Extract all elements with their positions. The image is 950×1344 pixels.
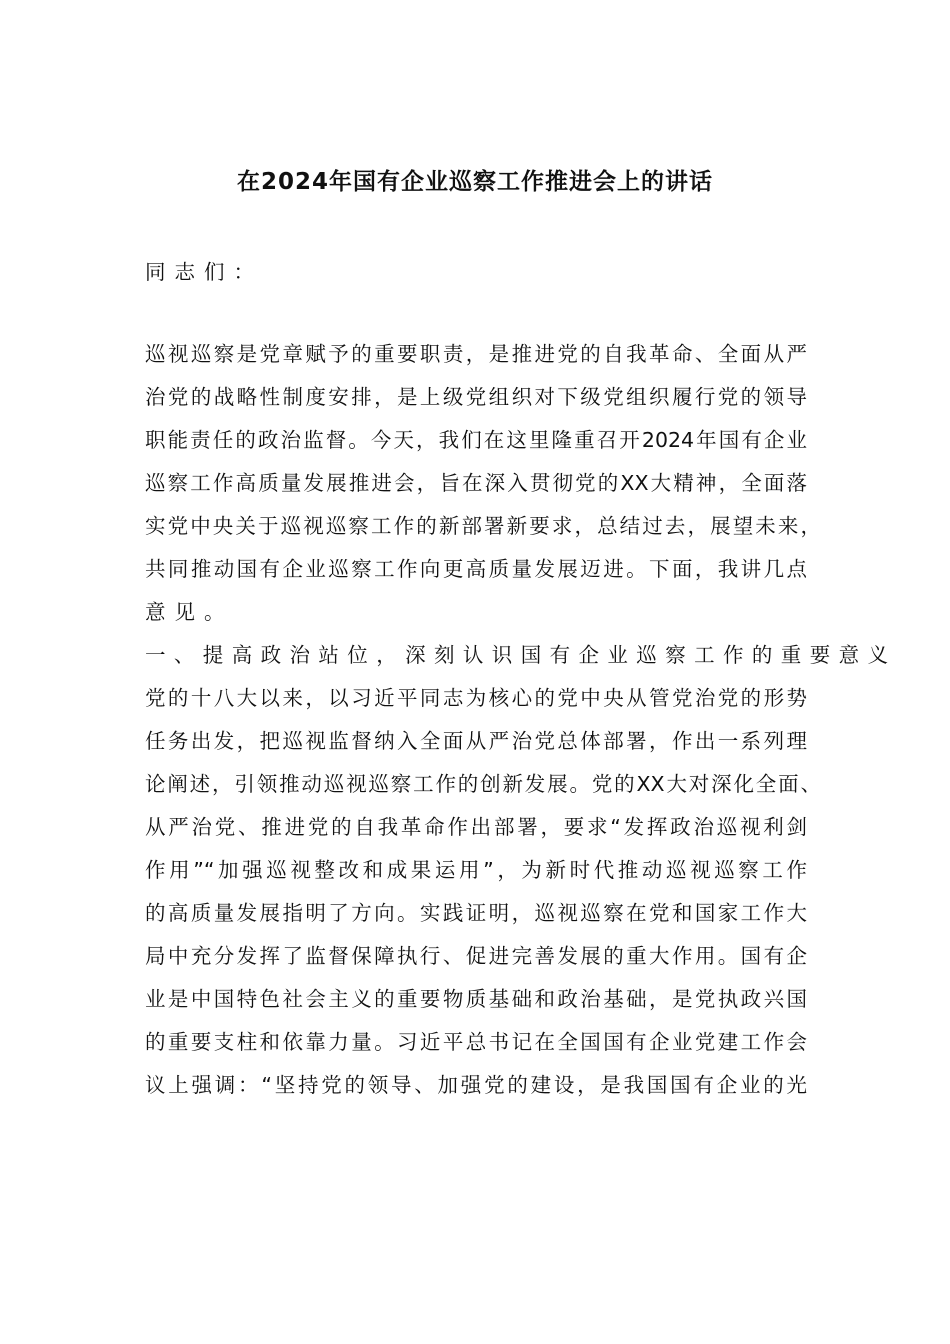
body-line: 巡察工作高质量发展推进会，旨在深入贯彻党的XX大精神，全面落 bbox=[145, 471, 807, 495]
body-line: 的高质量发展指明了方向。实践证明，巡视巡察在党和国家工作大 bbox=[145, 901, 807, 925]
body-line: 职能责任的政治监督。今天，我们在这里隆重召开2024年国有企业 bbox=[145, 428, 807, 452]
body-line: 从严治党、推进党的自我革命作出部署，要求“发挥政治巡视利剑 bbox=[145, 815, 807, 839]
salutation: 同志们： bbox=[145, 260, 263, 284]
body-line: 治党的战略性制度安排，是上级党组织对下级党组织履行党的领导 bbox=[145, 385, 807, 409]
document-title: 在2024年国有企业巡察工作推进会上的讲话 bbox=[236, 169, 713, 195]
body-line: 巡视巡察是党章赋予的重要职责，是推进党的自我革命、全面从严 bbox=[145, 342, 807, 366]
body-line: 党的十八大以来，以习近平同志为核心的党中央从管党治党的形势 bbox=[145, 686, 807, 710]
body-line: 实党中央关于巡视巡察工作的新部署新要求，总结过去，展望未来， bbox=[145, 514, 821, 538]
body-line: 作用”“加强巡视整改和成果运用”，为新时代推动巡视巡察工作 bbox=[145, 858, 807, 882]
body-line: 局中充分发挥了监督保障执行、促进完善发展的重大作用。国有企 bbox=[145, 944, 807, 968]
body-line: 意见。 bbox=[145, 600, 234, 624]
body-line: 议上强调：“坚持党的领导、加强党的建设，是我国国有企业的光 bbox=[145, 1073, 807, 1097]
body-line: 任务出发，把巡视监督纳入全面从严治党总体部署，作出一系列理 bbox=[145, 729, 807, 753]
section-heading: 一、提高政治站位，深刻认识国有企业巡察工作的重要意义 bbox=[145, 643, 897, 667]
body-line: 业是中国特色社会主义的重要物质基础和政治基础，是党执政兴国 bbox=[145, 987, 807, 1011]
body-line: 论阐述，引领推动巡视巡察工作的创新发展。党的XX大对深化全面、 bbox=[145, 772, 821, 796]
body-line: 共同推动国有企业巡察工作向更高质量发展迈进。下面，我讲几点 bbox=[145, 557, 807, 581]
body-line: 的重要支柱和依靠力量。习近平总书记在全国国有企业党建工作会 bbox=[145, 1030, 807, 1054]
